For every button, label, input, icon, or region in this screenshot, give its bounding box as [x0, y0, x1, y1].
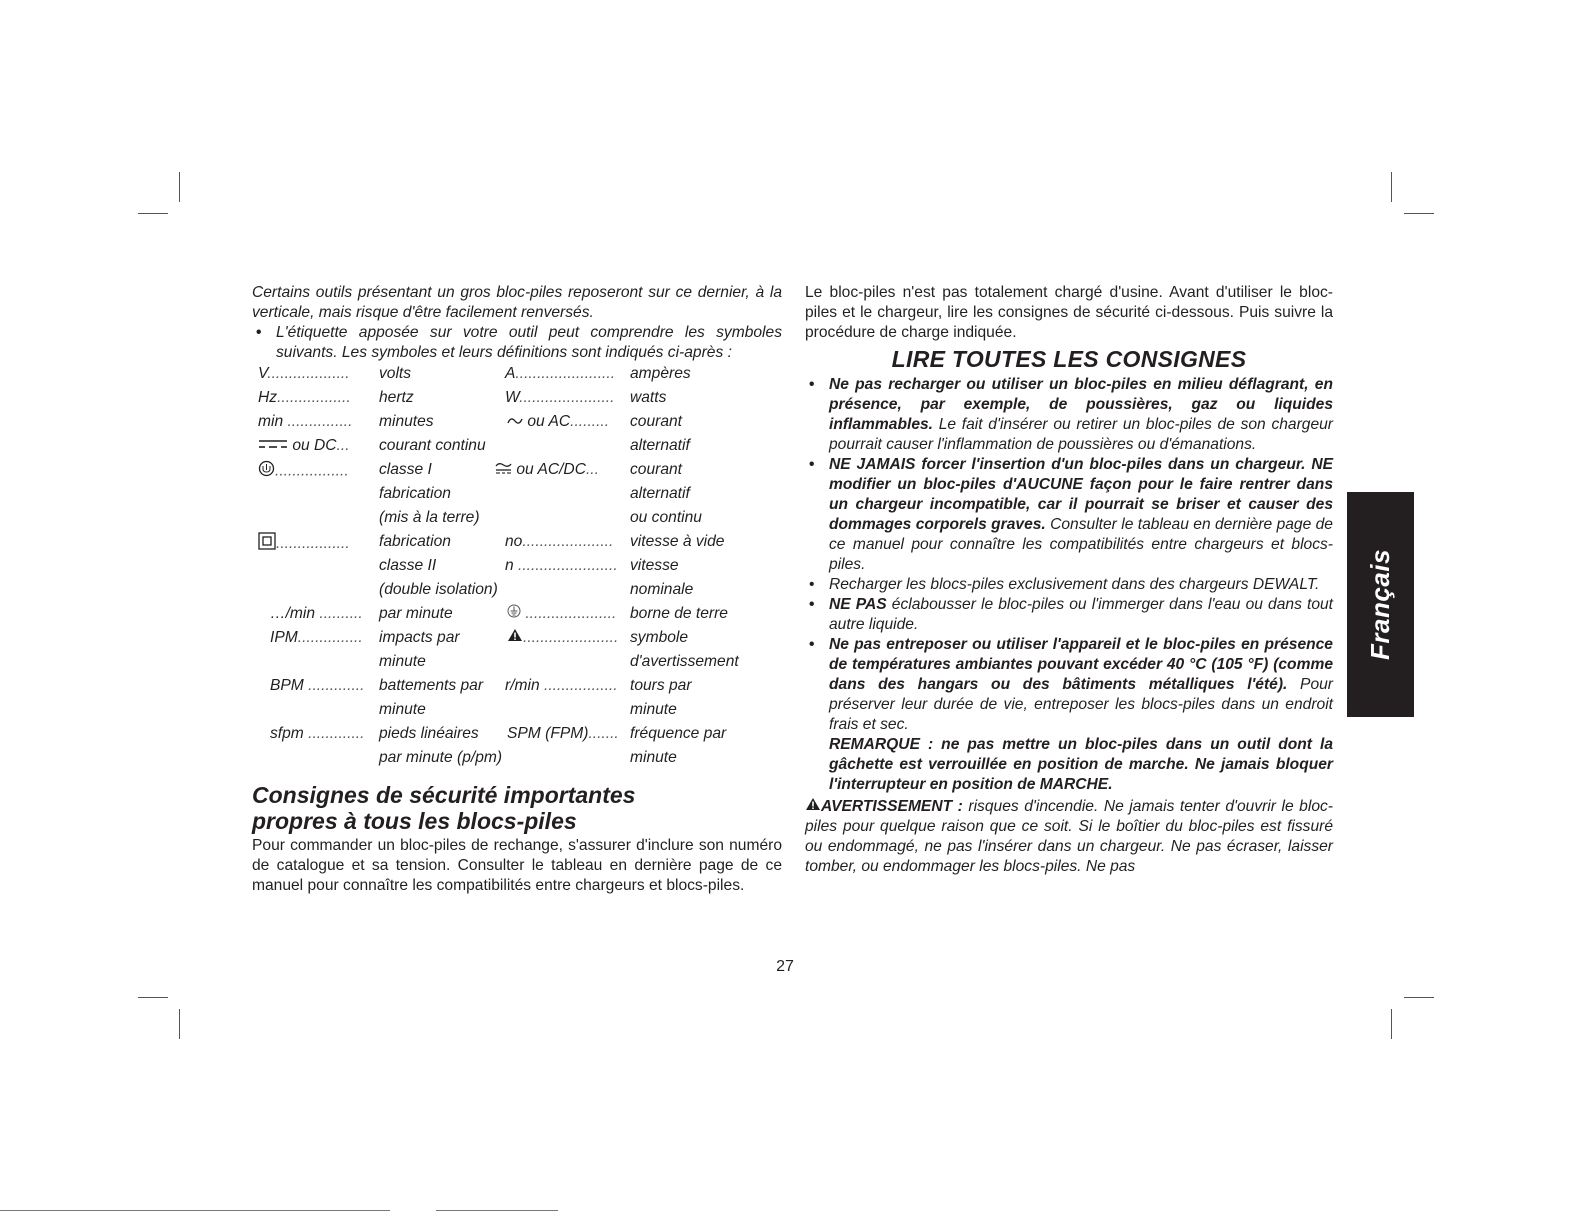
symbol-row: IPM............... [270, 629, 363, 646]
symbol-definition: minutes [379, 413, 434, 430]
crop-mark [179, 172, 180, 202]
bullet-dot: • [809, 576, 815, 593]
symbol-definition: symbole [630, 629, 689, 646]
symbol-definition: borne de terre [630, 605, 728, 622]
symbol-row: …/min .......... [270, 605, 363, 622]
safety-bullet: • Ne pas entreposer ou utiliser l'appareil et le bloc-piles en présence de températures ambiantes pouvant excéder 40 °C (105 °F) (comme dans des hangars ou des bâtiments métalliques l'été). Pour préserver leur durée de vie, entreposer les blocs-piles dans un endroit frais et sec. [809, 636, 1333, 733]
symbol-definition: d'avertissement [630, 653, 739, 670]
symbol-row: ou DC... [258, 436, 350, 456]
bullet-dot: • [809, 456, 815, 473]
dc-icon [258, 436, 288, 456]
left-column [252, 283, 782, 896]
intro-text: Le bloc-piles n'est pas totalement chargé d'usine. Avant d'utiliser le bloc-piles et le chargeur, lire les consignes de sécurité ci-dessous. Puis suivre la procédure de charge indiquée. [805, 284, 1333, 341]
symbol-definition: hertz [379, 389, 414, 406]
symbol-definition: impacts par [379, 629, 460, 646]
earth-terminal-icon [507, 604, 521, 624]
symbol-definition: minute [379, 701, 426, 718]
symbol-definition: alternatif [630, 437, 690, 454]
section-heading: Consignes de sécurité importantes propres à tous les blocs-piles [252, 782, 636, 834]
right-column [805, 283, 1333, 877]
warning-triangle-icon [507, 628, 523, 648]
warning-triangle-icon [805, 797, 821, 817]
warning-paragraph: AVERTISSEMENT : risques d'incendie. Ne jamais tenter d'ouvrir le bloc-piles pour quelque raison que ce soit. Si le boîtier du bloc-piles est fissuré ou endommagé, ne pas l'insérer dans un chargeur. Ne pas écraser, laisser tomber, ou endommager les blocs-piles. Ne pas [805, 798, 1333, 876]
bullet-dot: • [256, 324, 262, 341]
symbol-definition: par minute [379, 605, 453, 622]
crop-mark [1391, 1009, 1392, 1039]
symbol-definition: ampères [630, 365, 691, 382]
symbol-definition: fréquence par [630, 725, 727, 742]
intro-text: Certains outils présentant un gros bloc-piles reposeront sur ce dernier, à la verticale, mais risque d'être facilement renversés. [252, 284, 782, 321]
ac-wave-icon [507, 412, 523, 432]
symbol-definition: watts [630, 389, 667, 406]
symbol-definition: (double isolation) [379, 581, 498, 598]
symbol-row: ...................... [507, 628, 618, 648]
symbols-table [252, 364, 782, 766]
crop-mark [179, 1009, 180, 1039]
symbol-definition: minute [379, 653, 426, 670]
symbol-definition: nominale [630, 581, 694, 598]
symbol-definition: ou continu [630, 509, 702, 526]
symbol-row: min ............... [258, 413, 353, 430]
symbol-definition: tours par [630, 677, 692, 694]
bullet-dot: • [809, 636, 815, 653]
symbol-definition: courant [630, 413, 683, 430]
symbols-bullet [252, 323, 782, 363]
safety-bullet: • NE PAS éclabousser le bloc-piles ou l'immerger dans l'eau ou dans tout autre liquide. [809, 596, 1333, 633]
main-heading: LIRE TOUTES LES CONSIGNES [891, 346, 1247, 372]
symbol-definition: classe II [379, 557, 437, 574]
symbol-definition: vitesse [630, 557, 679, 574]
safety-bullet: • Ne pas recharger ou utiliser un bloc-piles en milieu déflagrant, en présence, par exemple, de poussières, gaz ou liquides inflammables. Le fait d'insérer ou retirer un bloc-piles de son chargeur pourrait causer l'inflammation de poussières ou d'émanations. [809, 376, 1333, 453]
symbol-row: ................. [258, 532, 350, 556]
language-tab-label: Français [1365, 549, 1396, 660]
symbol-row: ou AC/DC... [495, 460, 599, 480]
remarque-note: REMARQUE : ne pas mettre un bloc-piles dans un outil dont la gâchette est verrouillée en position de marche. Ne jamais bloquer l'interrupteur en position de MARCHE. [829, 736, 1333, 793]
bottom-rule [436, 1210, 558, 1211]
symbol-definition: (mis à la terre) [379, 509, 480, 526]
symbol-definition: volts [379, 365, 412, 382]
crop-mark [1404, 997, 1434, 998]
symbol-definition: fabrication [379, 485, 451, 502]
symbol-definition: classe I [379, 461, 432, 478]
symbol-row: Hz................. [258, 389, 351, 406]
symbol-definition: pieds linéaires [379, 725, 479, 742]
bottom-rule [0, 1210, 390, 1211]
symbols-bullet-text: L'étiquette apposée sur votre outil peut comprendre les symboles suivants. Les symboles et leurs définitions sont indiqués ci-après : [276, 324, 782, 361]
safety-bullet: • NE JAMAIS forcer l'insertion d'un bloc-piles dans un chargeur. NE modifier un bloc-piles d'AUCUNE façon pour le faire rentrer dans un chargeur incompatible, car il pourrait se briser et causer des dommages corporels graves. Consulter le tableau en dernière page de ce manuel pour connaître les compatibilités entre chargeurs et blocs-piles. [809, 456, 1333, 573]
crop-mark [138, 213, 168, 214]
symbol-definition: fabrication [379, 533, 451, 550]
language-tab [1347, 492, 1414, 717]
symbol-definition: minute [630, 701, 677, 718]
symbol-row: sfpm ............. [270, 725, 365, 742]
symbol-definition: minute [630, 749, 677, 766]
class-two-icon [258, 532, 276, 556]
symbol-row: n ....................... [505, 557, 618, 574]
symbol-definition: battements par [379, 677, 484, 694]
class-one-icon [258, 460, 275, 483]
crop-mark [1391, 172, 1392, 202]
crop-mark [138, 997, 168, 998]
page-number: 27 [776, 958, 794, 975]
symbol-row: W...................... [505, 389, 615, 406]
safety-bullet: • Recharger les blocs-piles exclusivement dans des chargeurs DEWALT. [809, 576, 1320, 593]
symbol-row: ................. [258, 460, 349, 483]
symbol-definition: courant continu [379, 437, 486, 454]
symbol-row: BPM ............. [270, 677, 365, 694]
acdc-icon [495, 460, 512, 480]
symbol-definition: vitesse à vide [630, 533, 725, 550]
bullet-dot: • [809, 596, 815, 613]
symbol-row: r/min ................. [505, 677, 618, 694]
symbol-row: ..................... [507, 604, 616, 624]
symbol-row: no..................... [505, 533, 614, 550]
symbol-row: A....................... [505, 365, 616, 382]
symbol-row: V................... [258, 365, 350, 382]
crop-mark [1404, 213, 1434, 214]
symbol-row: SPM (FPM)....... [507, 725, 619, 742]
symbol-definition: courant [630, 461, 683, 478]
order-paragraph: Pour commander un bloc-piles de rechange, s'assurer d'inclure son numéro de catalogue et sa tension. Consulter le tableau en dernière page de ce manuel pour connaître les compatibilités entre chargeurs et blocs-piles. [252, 837, 782, 894]
bullet-dot: • [809, 376, 815, 393]
symbol-definition: par minute (p/pm) [379, 749, 503, 766]
symbol-definition: alternatif [630, 485, 690, 502]
symbol-row: ou AC......... [507, 412, 609, 432]
